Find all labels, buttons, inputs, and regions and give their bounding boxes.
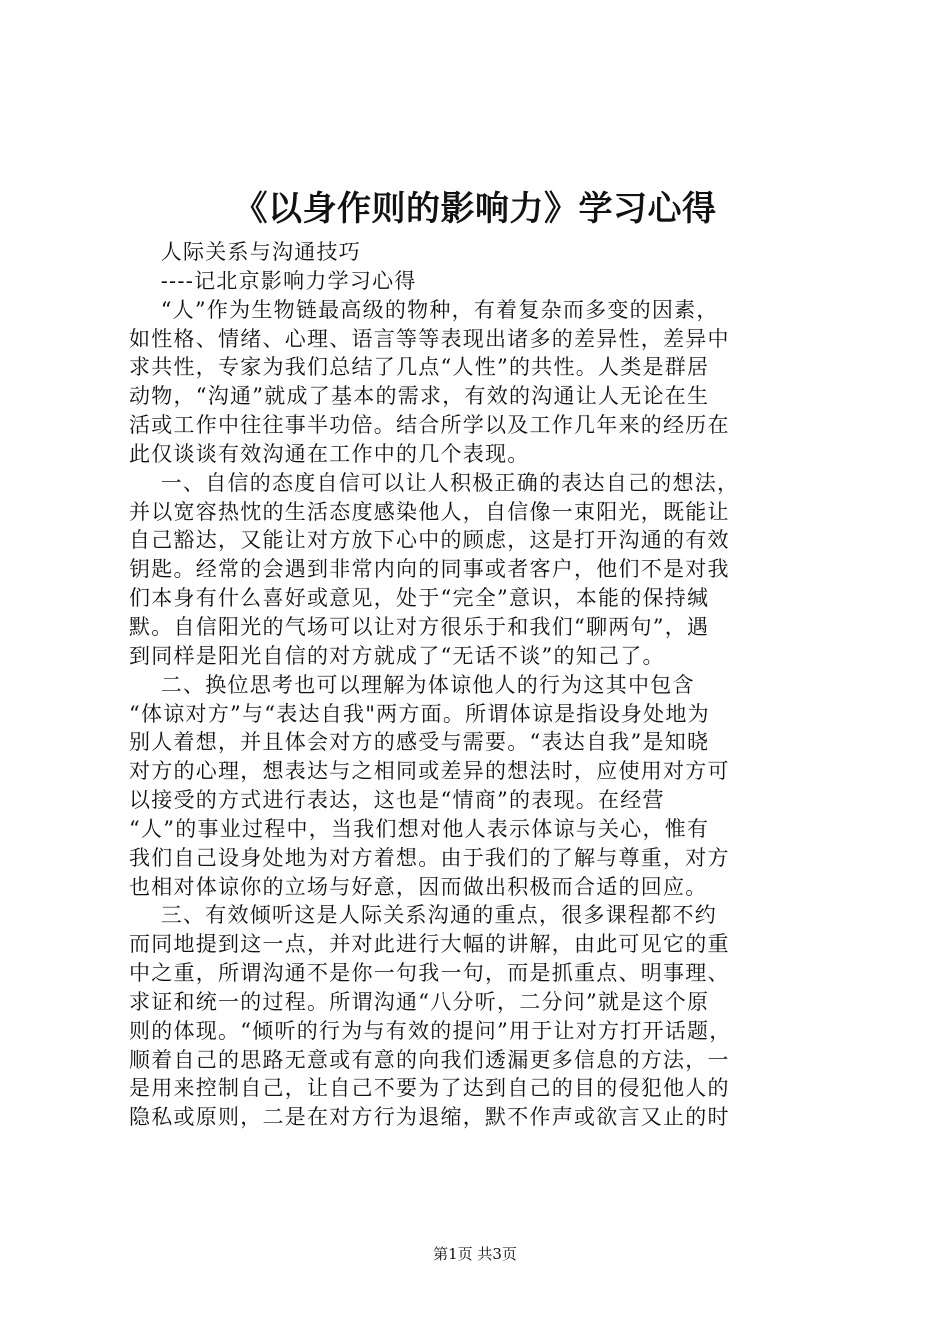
body-text-line: 对方的心理，想表达与之相同或差异的想法时，应使用对方可 xyxy=(129,759,730,784)
body-text-line: 则的体现。“倾听的行为与有效的提问”用于让对方打开话题， xyxy=(129,1018,732,1043)
document-title: 《以身作则的影响力》学习心得 xyxy=(233,189,717,229)
body-text-line: 如性格、情绪、心理、语言等等表现出诸多的差异性，差异中 xyxy=(129,326,730,351)
body-text-line: 并以宽容热忱的生活态度感染他人，自信像一束阳光，既能让 xyxy=(129,499,730,524)
body-text-line: 而同地提到这一点，并对此进行大幅的讲解，由此可见它的重 xyxy=(129,932,730,957)
body-text-line: 人际关系与沟通技巧 xyxy=(129,240,361,264)
body-text-line: “体谅对方”与“表达自我"两方面。所谓体谅是指设身处地为 xyxy=(129,701,710,726)
body-text-line: ----记北京影响力学习心得 xyxy=(129,268,417,293)
body-text-line: 自己豁达，又能让对方放下心中的顾虑，这是打开沟通的有效 xyxy=(129,528,730,553)
body-text-line: 求证和统一的过程。所谓沟通“八分听，二分问”就是这个原 xyxy=(129,989,710,1014)
body-text-line: 顺着自己的思路无意或有意的向我们透漏更多信息的方法，一 xyxy=(129,1047,730,1072)
body-text-line: 中之重，所谓沟通不是你一句我一句，而是抓重点、明事理、 xyxy=(129,961,730,986)
body-text-line: 到同样是阳光自信的对方就成了“无话不谈”的知己了。 xyxy=(129,643,665,668)
body-text-line: 钥匙。经常的会遇到非常内向的同事或者客户，他们不是对我 xyxy=(129,557,730,582)
body-text-line: 隐私或原则，二是在对方行为退缩，默不作声或欲言又止的时 xyxy=(129,1105,730,1130)
body-text-line: 一、自信的态度自信可以让人积极正确的表达自己的想法， xyxy=(129,470,740,495)
body-text-line: 求共性，专家为我们总结了几点“人性”的共性。人类是群居 xyxy=(129,355,710,380)
body-text-line: 默。自信阳光的气场可以让对方很乐于和我们“聊两句”，遇 xyxy=(129,614,710,639)
body-text-line: 二、换位思考也可以理解为体谅他人的行为这其中包含 xyxy=(129,672,695,697)
body-text-line: 以接受的方式进行表达，这也是“情商”的表现。在经营 xyxy=(129,788,665,813)
body-text-line: 活或工作中往往事半功倍。结合所学以及工作几年来的经历在 xyxy=(129,413,730,438)
body-text-line: 我们自己设身处地为对方着想。由于我们的了解与尊重，对方 xyxy=(129,845,730,870)
body-text-line: 三、有效倾听这是人际关系沟通的重点，很多课程都不约 xyxy=(129,903,717,928)
body-text-line: 此仅谈谈有效沟通在工作中的几个表现。 xyxy=(129,441,530,466)
body-text-line: “人”的事业过程中，当我们想对他人表示体谅与关心，惟有 xyxy=(129,816,710,841)
body-text-line: 们本身有什么喜好或意见，处于“完全”意识，本能的保持缄 xyxy=(129,586,710,611)
body-text-line: “人”作为生物链最高级的物种，有着复杂而多变的因素， xyxy=(129,297,719,322)
body-text-line: 也相对体谅你的立场与好意，因而做出积极而合适的回应。 xyxy=(129,874,708,899)
page-footer: 第1页 共3页 xyxy=(433,1245,517,1263)
body-text-line: 是用来控制自己，让自己不要为了达到自己的目的侵犯他人的 xyxy=(129,1076,730,1101)
body-text-line: 别人着想，并且体会对方的感受与需要。“表达自我”是知晓 xyxy=(129,730,710,755)
document-body xyxy=(129,238,833,1132)
body-text-line: 动物，“沟通”就成了基本的需求，有效的沟通让人无论在生 xyxy=(129,384,710,409)
